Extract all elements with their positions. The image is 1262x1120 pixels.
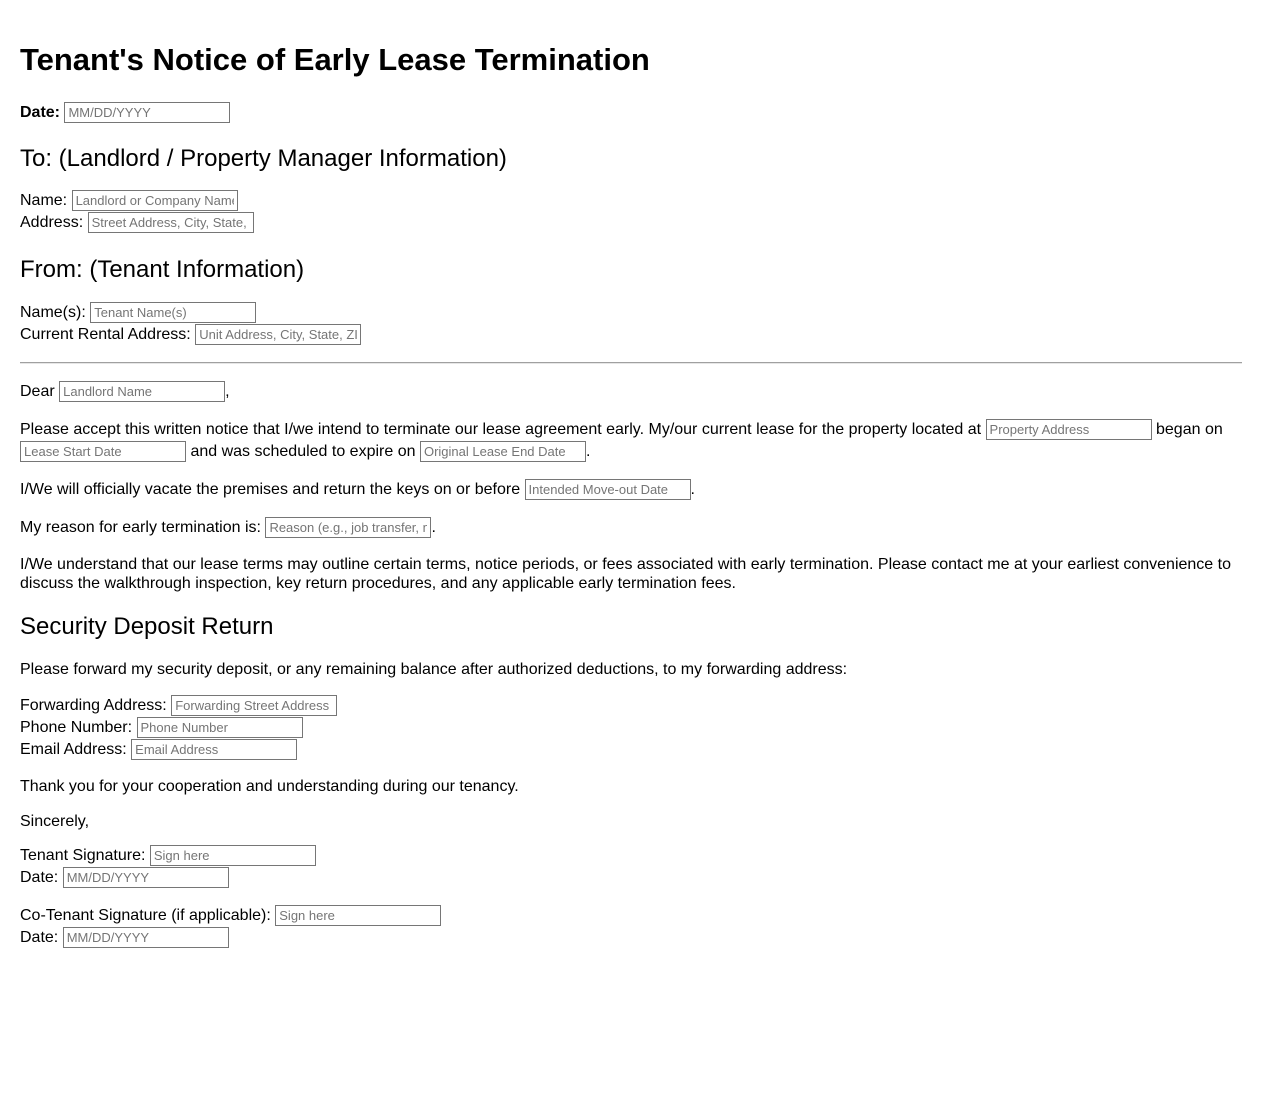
lease-details-period: . [585, 443, 591, 460]
landlord-address-label: Address: [20, 214, 84, 231]
expire-on-text: and was scheduled to expire on [190, 443, 416, 460]
reason-row [20, 517, 1242, 539]
cotenant-signature-row [20, 905, 1242, 927]
document-title: Tenant's Notice of Early Lease Termination [20, 42, 650, 77]
lease-intro-text: Please accept this written notice that I/we intend to terminate our lease agreement early. My/our current lease for the property located at [20, 421, 982, 438]
moveout-period: . [690, 481, 695, 498]
thanks-text: Thank you for your cooperation and understanding during our tenancy. [20, 778, 519, 795]
phone-row [20, 717, 1242, 739]
tenant-date-row [20, 867, 1242, 889]
phone-label: Phone Number: [20, 719, 133, 736]
landlord-name-input[interactable] [72, 190, 238, 211]
salutation-landlord-input[interactable] [59, 381, 225, 402]
moveout-row [20, 479, 1242, 501]
rental-address-input[interactable] [195, 324, 361, 345]
rental-address-label: Current Rental Address: [20, 326, 191, 343]
moveout-date-input[interactable] [525, 479, 691, 500]
salutation-row [20, 381, 1242, 403]
cotenant-date-row [20, 927, 1242, 949]
began-on-text: began on [1156, 421, 1223, 438]
moveout-text: I/We will officially vacate the premises and return the keys on or before [20, 481, 521, 498]
landlord-address-input[interactable] [88, 212, 254, 233]
deposit-intro: Please forward my security deposit, or any remaining balance after authorized deductions, to my forwarding address: [20, 661, 848, 678]
tenant-names-label: Name(s): [20, 304, 86, 321]
lease-end-input[interactable] [420, 441, 586, 462]
tenant-names-input[interactable] [90, 302, 256, 323]
phone-input[interactable] [137, 717, 303, 738]
salutation-comma: , [225, 383, 230, 400]
rental-address-row [20, 324, 1242, 346]
document-date-input[interactable] [64, 102, 230, 123]
tenant-signature-label: Tenant Signature: [20, 847, 146, 864]
landlord-name-label: Name: [20, 192, 68, 209]
lease-terms-paragraph: I/We understand that our lease terms may outline certain terms, notice periods, or fees associated with early termination. Please contact me at your earliest convenience to discuss the walkthrough inspection, key return procedures, and any applicable early termination fees. [20, 556, 1231, 592]
email-row [20, 739, 1242, 761]
cotenant-date-input[interactable] [63, 927, 229, 948]
landlord-address-row [20, 212, 1242, 234]
cotenant-date-label: Date: [20, 929, 59, 946]
tenant-signature-row [20, 845, 1242, 867]
email-input[interactable] [131, 739, 297, 760]
tenant-date-input[interactable] [63, 867, 229, 888]
forwarding-address-row [20, 695, 1242, 717]
forwarding-address-label: Forwarding Address: [20, 697, 167, 714]
email-label: Email Address: [20, 741, 127, 758]
to-heading: To: (Landlord / Property Manager Information) [20, 145, 507, 172]
cotenant-signature-input[interactable] [275, 905, 441, 926]
from-heading: From: (Tenant Information) [20, 256, 305, 283]
document-date-row [20, 102, 1242, 124]
reason-input[interactable] [265, 517, 431, 538]
tenant-names-row [20, 302, 1242, 324]
landlord-name-row [20, 190, 1242, 212]
deposit-heading: Security Deposit Return [20, 613, 274, 640]
forwarding-address-input[interactable] [171, 695, 337, 716]
tenant-date-label: Date: [20, 869, 59, 886]
cotenant-signature-label: Co-Tenant Signature (if applicable): [20, 907, 271, 924]
tenant-signature-input[interactable] [150, 845, 316, 866]
section-divider [20, 362, 1242, 364]
lease-start-input[interactable] [20, 441, 186, 462]
reason-text: My reason for early termination is: [20, 519, 261, 536]
lease-details-paragraph [20, 419, 1242, 463]
salutation-text: Dear [20, 383, 55, 400]
sincerely-text: Sincerely, [20, 813, 90, 830]
reason-period: . [431, 519, 436, 536]
property-address-input[interactable] [986, 419, 1152, 440]
document-date-label: Date: [20, 104, 61, 121]
